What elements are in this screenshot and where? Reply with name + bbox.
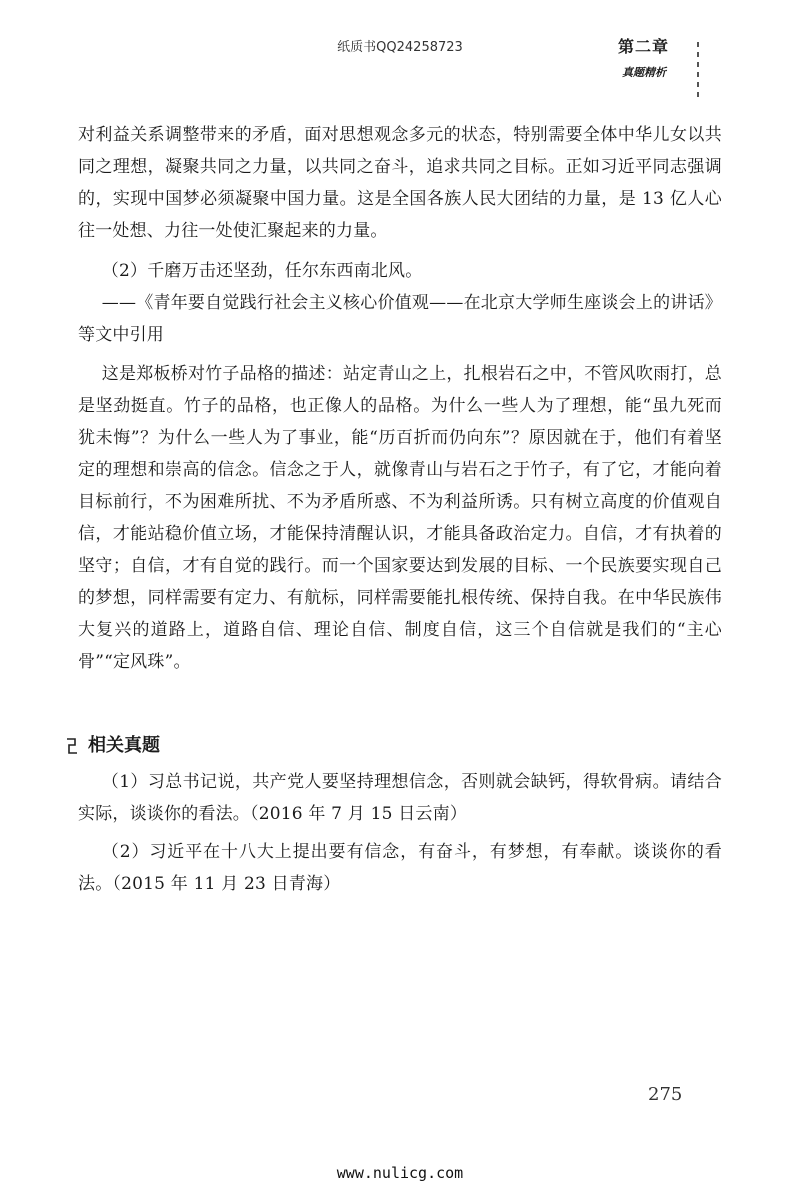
related-question-1 [78, 766, 722, 830]
body-paragraph-4 [78, 358, 722, 678]
chapter-subtitle: 真题精析 [622, 66, 666, 79]
footer-url: www.nulicg.com [336, 1164, 464, 1182]
page-number: 275 [648, 1084, 683, 1105]
related-question-2 [78, 836, 722, 900]
paragraph-text: 对利益关系调整带来的矛盾，面对思想观念多元的状态，特别需要全体中华儿女以共同之理想，凝聚共同之力量，以共同之奋斗，追求共同之目标。正如习近平同志强调的，实现中国梦必须凝聚中国力量。这是全国各族人民大团结的力量，是 13 亿人心往一处想、力往一处使汇聚起来的力量。 [78, 125, 722, 241]
bracket-icon [66, 737, 78, 755]
paragraph-text: 这是郑板桥对竹子品格的描述：站定青山之上，扎根岩石之中，不管风吹雨打，总是坚劲挺直。竹子的品格，也正像人的品格。为什么一些人为了理想，能“虽九死而犹未悔”？为什么一些人为了事业，能“历百折而仍向东”？原因就在于，他们有着坚定的理想和崇高的信念。信念之于人，就像青山与岩石之于竹子，有了它，才能向着目标前行，不为困难所扰、不为矛盾所惑、不为利益所诱。只有树立高度的价值观自信，才能站稳价值立场，才能保持清醒认识，才能具备政治定力。自信，才有执着的坚守；自信，才有自觉的践行。而一个国家要达到发展的目标、一个民族要实现自己的梦想，同样需要有定力、有航标，同样需要能扎根传统、保持自我。在中华民族伟大复兴的道路上，道路自信、理论自信、制度自信，这三个自信就是我们的“主心骨”“定风珠”。 [78, 364, 722, 672]
paragraph-text: （2）千磨万击还坚劲，任尔东西南北风。 [101, 261, 423, 281]
quote-heading-2 [78, 255, 722, 287]
question-text: （1）习总书记说，共产党人要坚持理想信念，否则就会缺钙，得软骨病。请结合实际，谈谈你的看法。（2016 年 7 月 15 日云南） [78, 772, 722, 824]
page-edge-mark [697, 42, 699, 98]
header-watermark-text: 纸质书QQ24258723 [337, 40, 463, 55]
question-text: （2）习近平在十八大上提出要有信念，有奋斗，有梦想，有奉献。谈谈你的看法。（2015 年 11 月 23 日青海） [78, 842, 722, 894]
section-heading-text: 相关真题 [88, 735, 160, 756]
quote-source [78, 287, 722, 351]
related-questions-heading [66, 730, 160, 762]
chapter-title: 第二章 [618, 37, 670, 56]
body-paragraph-1 [78, 119, 722, 247]
paragraph-text: ——《青年要自觉践行社会主义核心价值观——在北京大学师生座谈会上的讲话》等文中引用 [78, 293, 722, 345]
